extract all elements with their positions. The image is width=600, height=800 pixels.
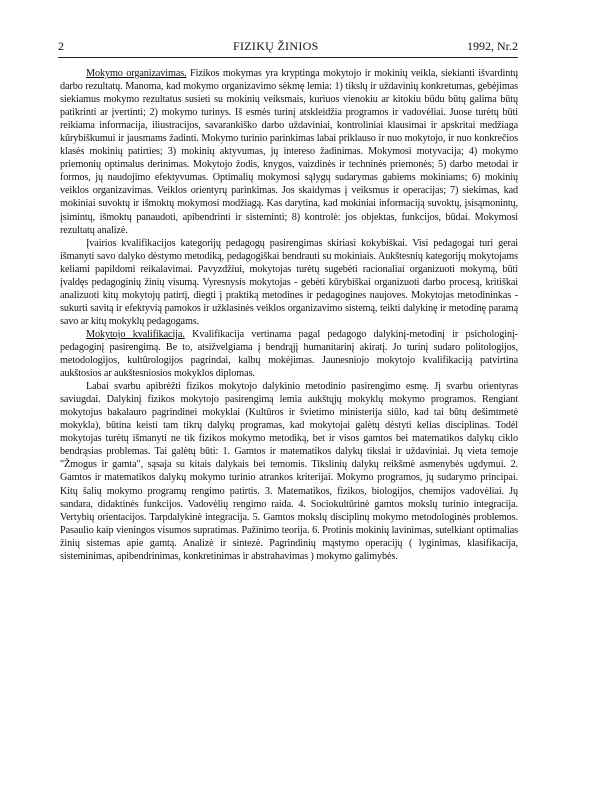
- paragraph-text: Kvalifikacija vertinama pagal pedagogo dalykinį-metodinį ir psichologinį-pedagoginį pasirengimą. Be to, atsižvelgiama į bendrąjį humanitarinį akiratį. Jo turinį sudaro politologijos, metodologijos, kultūrologijos pagrindai, kalbų mokėjimas. Jaunesniojo mokytojo kvalifikaciją patvirtina aukštosios ar aukštesniosios mokyklos diplomas.: [60, 328, 518, 380]
- page-header: [58, 38, 518, 56]
- paragraph-mokymo-organizavimas: [60, 67, 518, 237]
- issue-label: 1992, Nr.2: [467, 39, 518, 53]
- page-number: 2: [58, 39, 64, 53]
- section-heading: Mokymo organizavimas.: [86, 68, 187, 79]
- paragraph-pasirengimo-esme: [60, 380, 518, 563]
- header-rule: [58, 57, 518, 58]
- paragraph-text: Labai svarbu apibrėžti fizikos mokytojo dalykinio metodinio pasirengimo esmę. Jį svarbu orientyras saviugdai. Dalykinį fizikos mokytojo pasirengimą lemia aukštųjų mokyklų mokymo programos. Rengiant mokytojus bakalauro pagrindinei mokyklai (Kultūros ir švietimo ministerija siūlo, kad tai būtų dešimtmetė mokykla), būtina keisti tam tikrų dalykų programas, kad mokytojai galėtų dėstyti kelias disciplinas. Todėl mokytojas turėtų išmanyti ne tik fizikos mokymo metodiką, bet ir visos gamtos bei matematikos dalykų ciklo bendrąsias problemas. Tai galėtų būti: 1. Gamtos ir matematikos dalykų tikslai ir uždaviniai. Jų vieta temoje "Žmogus ir gamta", sąsaja su kitais dalykais bei temomis. Tikslinių dalykų reikšmė asmenybės ugdymui. 2. Gamtos ir matematikos dalykų mokymo turinio atrankos kriterijai. Mokymo programos, jų sudarymo principai. Kitų šalių mokymo programų rengimo patirtis. 3. Matematikos, fizikos, biologijos, chemijos vadovėliai. Jų sandara, didaktinės funkcijos. Vadovėlių rengimo raida. 4. Sociokultūrinė gamtos mokslų turinio integracija. Vertybių orientacijos. Tarpdalykinė integracija. 5. Gamtos mokslų disciplinų mokymo metodologinės problemos. Pasaulio kaip vieningos visumos supratimas. Pažinimo teorija. 6. Protinis mokinių lavinimas, sutelkiant optimalias žinių sistemas apie gamtą. Analizė ir sintezė. Pagrindinių mąstymo operacijų ( lyginimas, klasifikacija, sisteminimas, apibendrinimas, konkretinimas ir abstrahavimas ) mokymo galimybės.: [60, 381, 518, 562]
- section-heading: Mokytojo kvalifikacija.: [86, 328, 185, 340]
- article-body: [60, 67, 518, 563]
- paragraph-text: Įvairios kvalifikacijos kategorijų pedagogų pasirengimas skiriasi kokybiškai. Visi pedagogai turi gerai išmanyti savo dalyko dėstymo metodiką, pedagogiškai bendrauti su mokiniais. Aukštesnių kategorijų mokytojams keliami papildomi reikalavimai. Pavyzdžiui, mokytojas turėtų sugebėti racionaliai organizuoti mokymą, būti įvaldęs pedagoginių žinių visumą. Vyresnysis mokytojas - gebėti kūrybiškai organizuoti darbo procesą, kritiškai analizuoti kitų mokytojų patirtį, diegti į praktiką metodines ir pedagogines naujoves. Mokytojas metodininkas - sukurti savitą ir efektyvią pamokos ir užklasinės veiklos organizavimo sistemą, teikti dalykinę ir metodinę paramą savo ar kitų mokyklų pedagogams.: [60, 237, 518, 327]
- paragraph-text: Fizikos mokymas yra kryptinga mokytojo ir mokinių veikla, siekianti išvardintų darbo rezultatų. Manoma, kad mokymo organizavimo sėkmę lemia: 1) tikslų ir uždavinių konkretumas, gebėjimas siekiamus mokymo rezultatus susieti su mokinių veiksmais, kuriuos vienokiu ar kitokiu būdu būtų galima būtų patikrinti ar įvertinti; 2) mokymo turinys. Iš esmės turinį atskleidžia programos ir vadovėliai. Juose turėtų būti reikiama informacija, iliustracijos, savarankiško darbo uždaviniai, kontroliniai klausimai ir apskritai medžiaga kūrybiškumui ir jausmams žadinti. Mokymo turinio parinkimas labai priklauso ir nuo mokytojo, ir nuo konkrečios klasės mokinių patirties; 3) mokinių aktyvumas, jų intereso žadinimas. Mokymosi motyvacija; 4) mokymo priemonių optimalus derinimas. Mokytojo žodis, knygos, vaizdinės ir techninės priemonės; 5) darbo metodai ir formos, jų naudojimo efektyvumas. Optimalių mokymosi sąlygų sudarymas gabiems mokiniams; 6) mokinių veiklos organizavimas. Veiklos orientyrų parinkimas. Jos skaidymas į veiksmus ir operacijas; 7) siekimas, kad mokiniai suvoktų ir išmoktų mokymosi modžiagą. Kas darytina, kad mokiniai informaciją suvoktų, įsisąmonintų, įsimintų, išmoktų panaudoti, apibendrinti ir sisteminti; 8) kontrolė: jos objektas, funkcijos, būdai. Mokymosi rezultatų analizė.: [60, 68, 518, 236]
- paragraph-kvalifikacijos-kategorijos: [60, 237, 518, 328]
- journal-title: FIZIKŲ ŽINIOS: [233, 39, 319, 53]
- paragraph-mokytojo-kvalifikacija: [60, 328, 518, 380]
